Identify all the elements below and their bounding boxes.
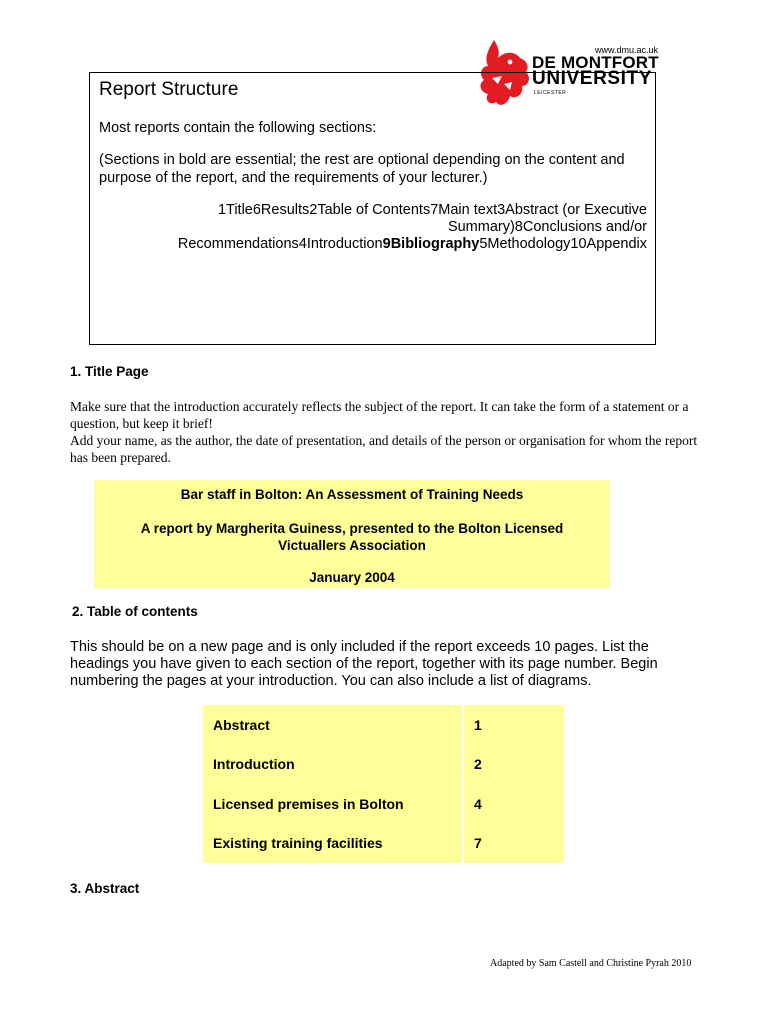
structure-title: Report Structure [99,79,239,100]
title-page-example [94,480,610,588]
sections-line-3 [127,236,647,253]
sections-bibliography-bold: 9Bibliography [382,236,480,252]
table-row [203,824,564,864]
logo-city: LEICESTER [534,90,567,96]
title-page-paragraph-2: Add your name, as the author, the date of presentation, and details of the person or organisation for whom the report has been prepared. [70,433,698,465]
sections-line-3a: Recommendations4Introduction [177,236,383,252]
toc-row-label: Introduction [213,756,295,773]
structure-sections-list [127,202,647,253]
sections-line-3b: 5Methodology10Appendix [479,236,647,252]
table-row [203,705,564,745]
title-page-heading: 1. Title Page [70,364,149,379]
toc-heading: 2. Table of contents [72,604,198,619]
logo-line2: UNIVERSITY [532,68,653,89]
toc-row-page: 4 [463,784,564,824]
report-structure-box [89,72,656,345]
toc-row-page: 2 [463,745,564,785]
toc-row-page: 1 [463,705,564,745]
toc-row-label: Existing training facilities [213,835,383,852]
sections-line-1: 1Title6Results2Table of Contents7Main text3Abstract (or Executive [217,202,647,218]
sections-line-2: Summary)8Conclusions and/or [447,219,647,235]
toc-example-table [203,705,564,863]
table-row [203,745,564,785]
toc-row-page: 7 [463,824,564,864]
structure-intro: Most reports contain the following sections: [99,120,377,136]
abstract-heading: 3. Abstract [70,881,140,896]
toc-body: This should be on a new page and is only included if the report exceeds 10 pages. List the headings you have given to each section of the report, together with its page number. Begin numbering the pages at your introduction. You can also include a list of diagrams. [70,639,658,689]
logo-url: www.dmu.ac.uk [595,45,659,55]
logo-line1: DE MONTFORT [532,53,659,72]
example-byline: A report by Margherita Guiness, presented to the Bolton Licensed Victuallers Association [140,521,564,553]
example-title: Bar staff in Bolton: An Assessment of Training Needs [180,487,524,502]
example-date: January 2004 [309,570,395,585]
table-row [203,784,564,824]
toc-row-label: Abstract [213,716,270,733]
toc-row-label: Licensed premises in Bolton [213,795,404,812]
structure-note: (Sections in bold are essential; the rest are optional depending on the content and purpose of the report, and the requirements of your lecturer.) [99,152,625,186]
title-page-paragraph-1: Make sure that the introduction accurately reflects the subject of the report. It can take the form of a statement or a question, but keep it brief! [70,399,689,431]
footer-credit: Adapted by Sam Castell and Christine Pyrah 2010 [490,958,692,969]
